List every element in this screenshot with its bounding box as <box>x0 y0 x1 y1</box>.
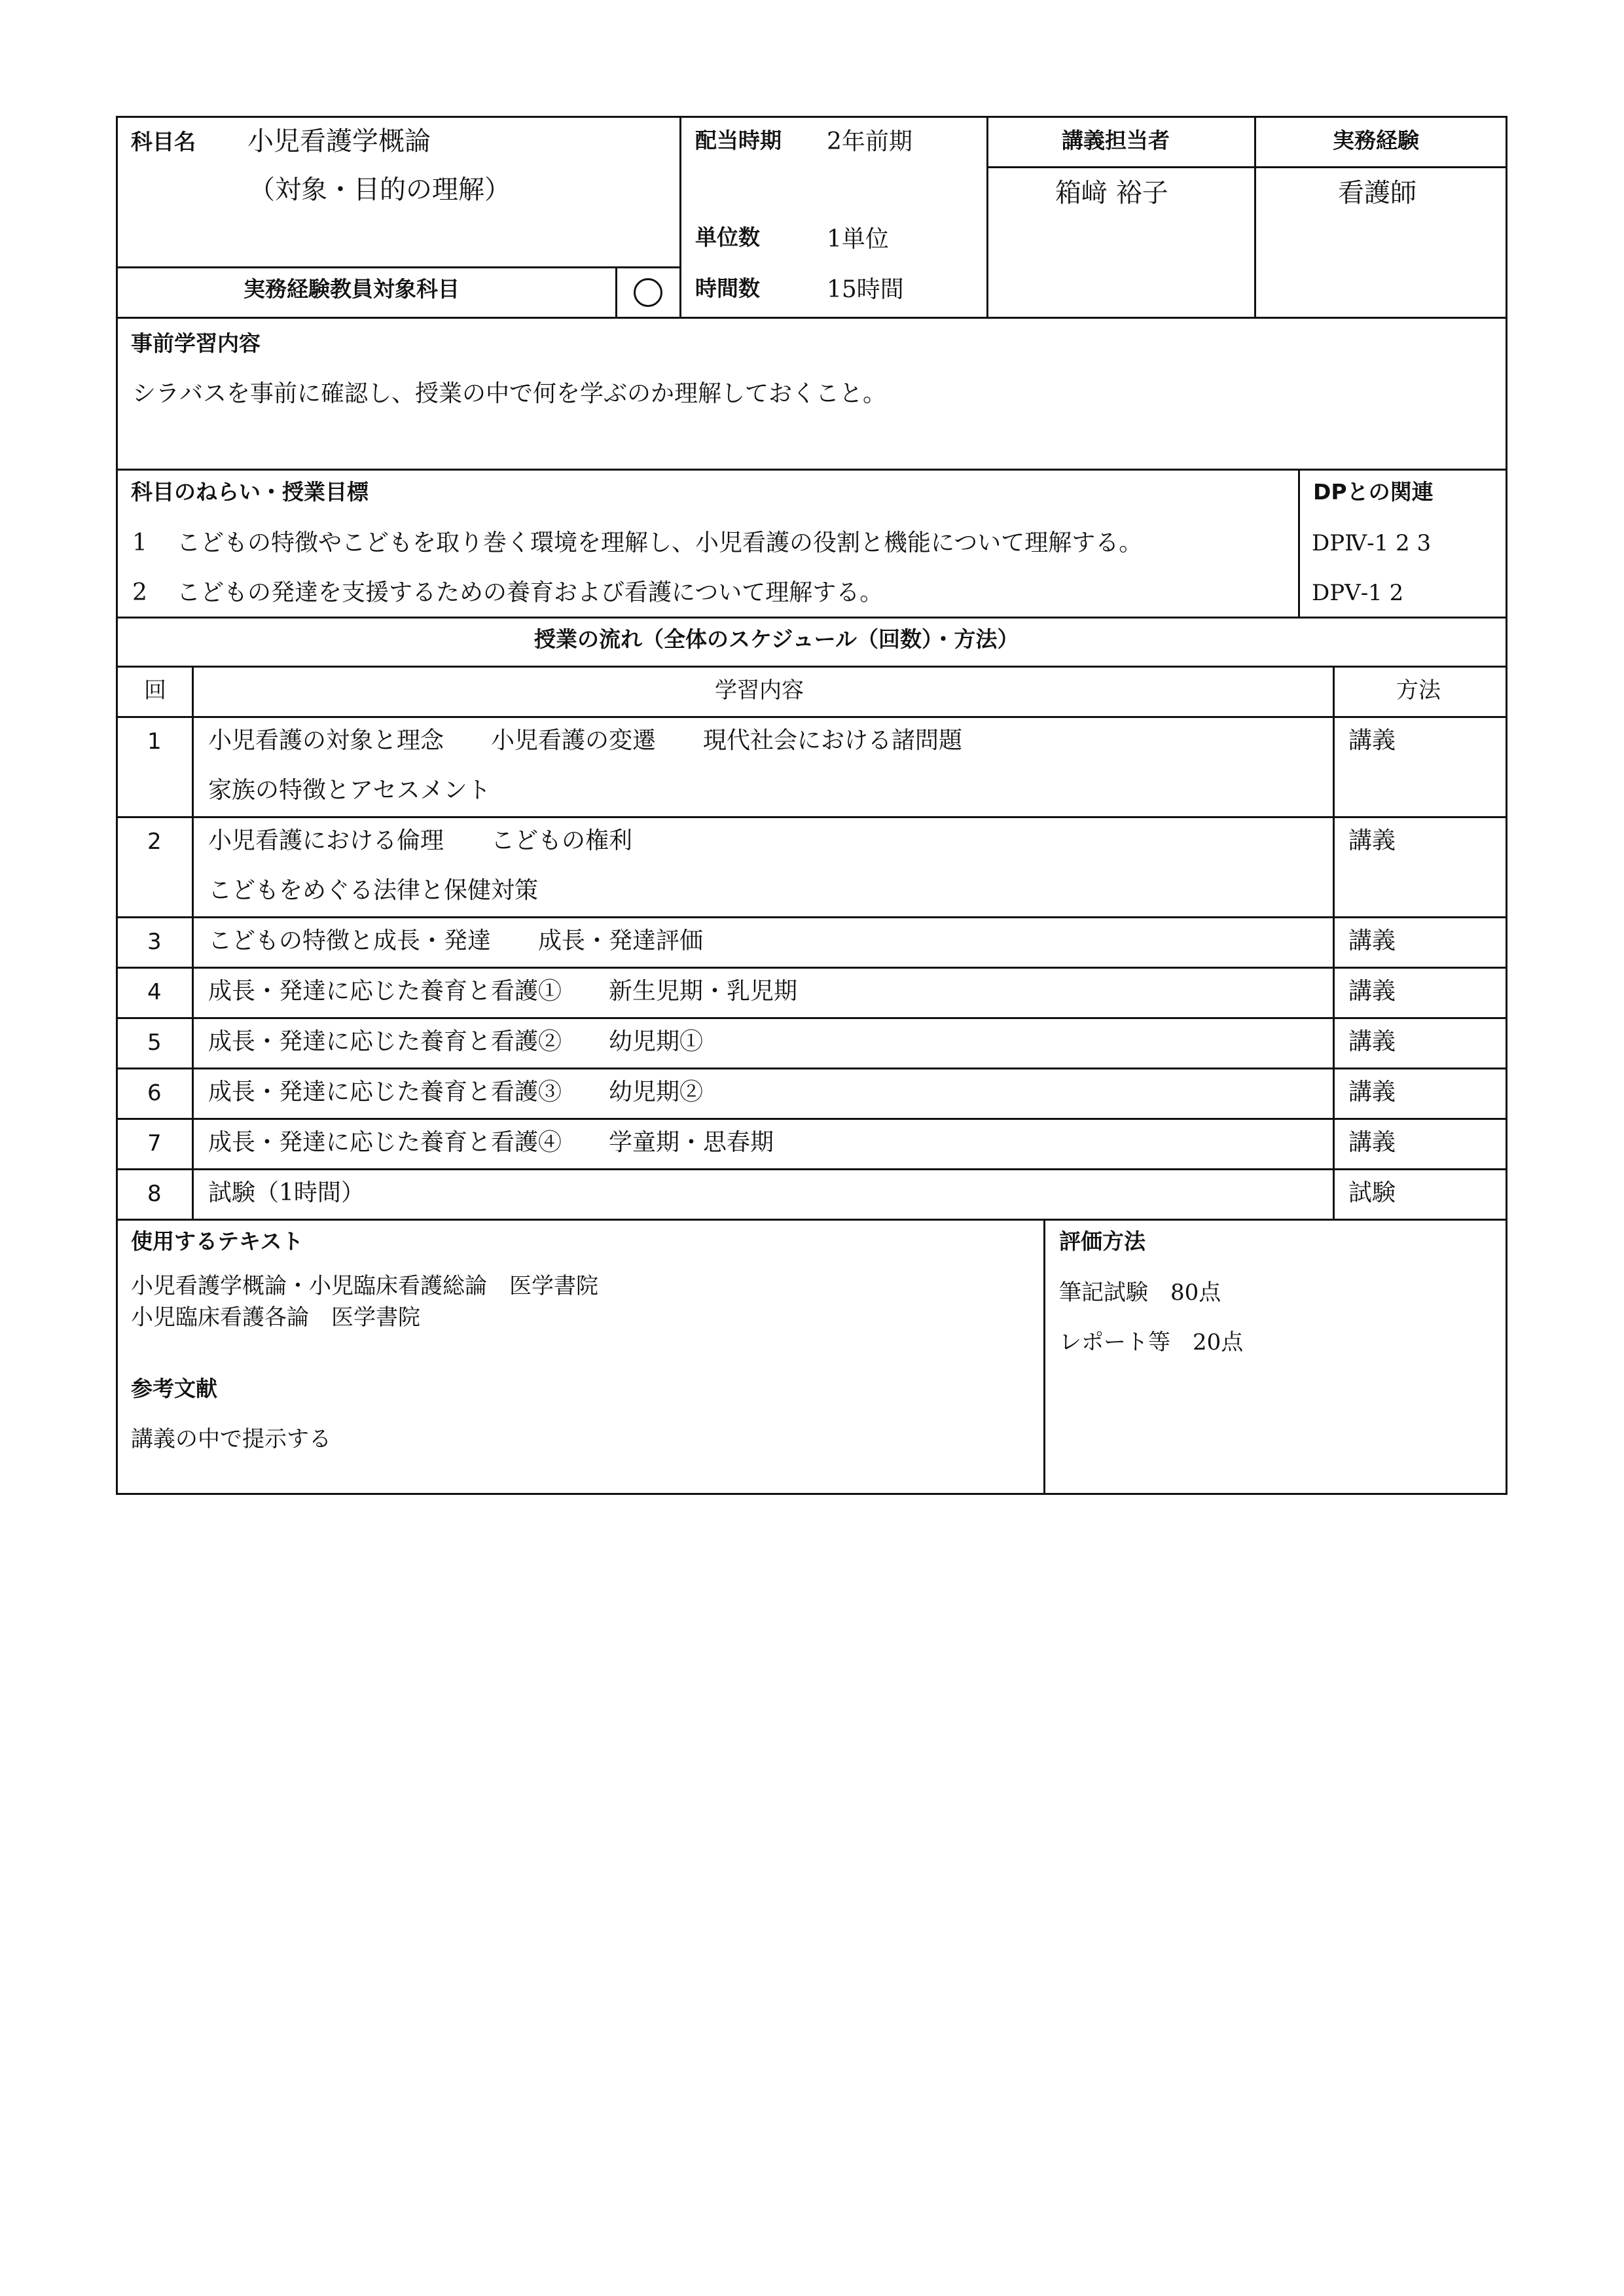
textbook-item: 小児看護学概論・小児臨床看護総論 医学書院 <box>131 1273 598 1299</box>
aim-text: こどもの特徴やこどもを取り巻く環境を理解し、小児看護の役割と機能について理解する。 <box>177 529 1143 556</box>
row-method: 講義 <box>1348 1028 1396 1055</box>
divider <box>679 116 681 318</box>
row-number: 5 <box>147 1030 162 1056</box>
prestudy-label: 事前学習内容 <box>131 331 261 356</box>
divider <box>615 266 617 318</box>
col-header-method: 方法 <box>1396 677 1441 704</box>
row-number: 7 <box>147 1130 162 1157</box>
row-content: 小児看護における倫理 こどもの権利 <box>208 827 633 854</box>
prestudy-text: シラバスを事前に確認し、授業の中で何を学ぶのか理解しておくこと。 <box>132 380 887 407</box>
divider <box>116 266 681 268</box>
practical-teacher-label: 実務経験教員対象科目 <box>244 276 460 302</box>
aim-dp: DPⅤ-1 2 <box>1312 580 1404 606</box>
row-content: 小児看護の対象と理念 小児看護の変遷 現代社会における諸問題 <box>208 727 963 754</box>
divider <box>116 967 1507 969</box>
row-method: 講義 <box>1348 1129 1396 1156</box>
divider <box>116 1118 1507 1120</box>
divider <box>116 317 1507 319</box>
experience-label: 実務経験 <box>1333 128 1419 153</box>
divider <box>986 166 1507 168</box>
row-method: 講義 <box>1348 978 1396 1005</box>
period-label: 配当時期 <box>695 128 782 153</box>
subject-name: 小児看護学概論 <box>247 126 431 156</box>
row-number: 1 <box>147 728 162 755</box>
divider <box>116 666 1507 668</box>
divider <box>1254 116 1256 318</box>
experience-value: 看護師 <box>1338 178 1416 208</box>
aim-number: 2 <box>132 579 147 606</box>
divider <box>116 617 1507 619</box>
divider <box>116 916 1507 918</box>
lecturer-label: 講義担当者 <box>1062 128 1170 153</box>
row-content: 成長・発達に応じた養育と看護② 幼児期① <box>208 1028 704 1055</box>
schedule-title: 授業の流れ（全体のスケジュール（回数）・方法） <box>534 626 1019 652</box>
row-number: 3 <box>147 929 162 955</box>
row-method: 講義 <box>1348 927 1396 954</box>
textbook-label: 使用するテキスト <box>131 1229 304 1254</box>
reference-label: 参考文献 <box>131 1376 217 1401</box>
row-number: 8 <box>147 1181 162 1207</box>
divider <box>116 1017 1507 1019</box>
divider <box>116 716 1507 718</box>
evaluation-item: レポート等 20点 <box>1059 1329 1244 1355</box>
row-method: 講義 <box>1348 827 1396 854</box>
row-content: こどもをめぐる法律と保健対策 <box>208 877 539 904</box>
aim-dp: DPⅣ-1 2 3 <box>1312 530 1432 556</box>
row-method: 講義 <box>1348 1079 1396 1105</box>
row-number: 2 <box>147 829 162 855</box>
lecturer-name: 箱﨑 裕子 <box>1055 178 1168 208</box>
divider <box>986 116 988 318</box>
evaluation-label: 評価方法 <box>1059 1229 1146 1254</box>
textbook-item: 小児臨床看護各論 医学書院 <box>131 1304 420 1331</box>
row-content: 成長・発達に応じた養育と看護③ 幼児期② <box>208 1079 704 1105</box>
credits-value: 1単位 <box>827 226 889 253</box>
row-content: 家族の特徴とアセスメント <box>208 777 491 804</box>
credits-label: 単位数 <box>695 224 760 250</box>
period-value: 2年前期 <box>827 128 912 155</box>
hours-value: 15時間 <box>827 276 904 303</box>
dp-label: DPとの関連 <box>1313 479 1434 505</box>
divider <box>192 666 194 1220</box>
divider <box>1333 666 1335 1220</box>
subject-label: 科目名 <box>131 129 196 154</box>
row-content: 試験（1時間） <box>208 1179 365 1206</box>
row-method: 講義 <box>1348 727 1396 754</box>
row-content: 成長・発達に応じた養育と看護④ 学童期・思春期 <box>208 1129 774 1156</box>
hours-label: 時間数 <box>695 276 760 301</box>
divider <box>116 1168 1507 1170</box>
subject-subtitle: （対象・目的の理解） <box>249 175 511 205</box>
row-method: 試験 <box>1348 1179 1396 1206</box>
row-number: 4 <box>147 979 162 1005</box>
practical-teacher-mark <box>634 278 662 307</box>
aim-number: 1 <box>132 529 147 556</box>
divider <box>1043 1219 1045 1495</box>
divider <box>1298 469 1300 618</box>
aim-text: こどもの発達を支援するための養育および看護について理解する。 <box>177 579 884 606</box>
row-content: こどもの特徴と成長・発達 成長・発達評価 <box>208 927 704 954</box>
reference-text: 講義の中で提示する <box>131 1426 331 1452</box>
divider <box>116 1067 1507 1069</box>
aims-label: 科目のねらい・授業目標 <box>131 479 369 505</box>
row-content: 成長・発達に応じた養育と看護① 新生児期・乳児期 <box>208 978 798 1005</box>
divider <box>116 1219 1507 1221</box>
col-header-content: 学習内容 <box>715 677 804 704</box>
col-header-no: 回 <box>144 677 166 704</box>
evaluation-item: 筆記試験 80点 <box>1059 1280 1221 1306</box>
divider <box>116 816 1507 818</box>
row-number: 6 <box>147 1080 162 1106</box>
